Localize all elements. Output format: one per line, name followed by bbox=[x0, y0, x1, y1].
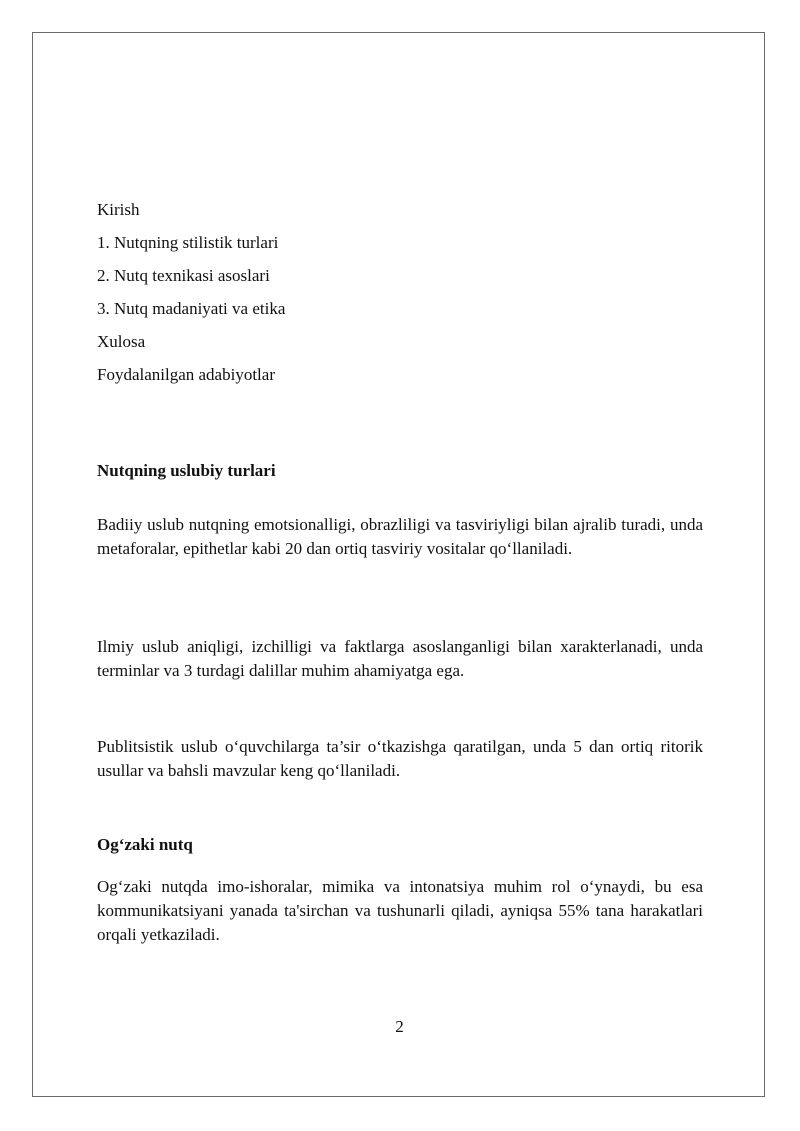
toc-item-chapter-2: 2. Nutq texnikasi asoslari bbox=[97, 266, 270, 285]
document-page bbox=[32, 32, 765, 1097]
section-heading-oral-speech: Og‘zaki nutq bbox=[97, 835, 193, 854]
paragraph-publicistic-style: Publitsistik uslub o‘quvchilarga ta’sir o‘tkazishga qaratilgan, unda 5 dan ortiq ritorik usullar va bahsli mavzular keng qo‘llaniladi. bbox=[97, 737, 703, 780]
paragraph-scientific-style: Ilmiy uslub aniqligi, izchilligi va faktlarga asoslanganligi bilan xarakterlanadi, unda terminlar va 3 turdagi dalillar muhim ahamiyatga ega. bbox=[97, 637, 703, 680]
paragraph-oral-speech: Og‘zaki nutqda imo-ishoralar, mimika va intonatsiya muhim rol o‘ynaydi, bu esa kommunikatsiyani yanada ta'sirchan va tushunarli qiladi, ayniqsa 55% tana harakatlari orqali yetkaziladi. bbox=[97, 877, 703, 944]
toc-item-conclusion: Xulosa bbox=[97, 332, 146, 351]
paragraph-artistic-style: Badiiy uslub nutqning emotsionalligi, obrazliligi va tasviriyligi bilan ajralib turadi, unda metaforalar, epithetlar kabi 20 dan ortiq tasviriy vositalar qo‘llaniladi. bbox=[97, 515, 703, 558]
table-of-contents bbox=[97, 198, 703, 396]
toc-item-introduction: Kirish bbox=[97, 200, 140, 219]
page-number: 2 bbox=[395, 1017, 404, 1036]
toc-item-chapter-1: 1. Nutqning stilistik turlari bbox=[97, 233, 279, 252]
section-heading-speech-styles: Nutqning uslubiy turlari bbox=[97, 461, 276, 480]
toc-item-references: Foydalanilgan adabiyotlar bbox=[97, 365, 275, 384]
toc-item-chapter-3: 3. Nutq madaniyati va etika bbox=[97, 299, 286, 318]
